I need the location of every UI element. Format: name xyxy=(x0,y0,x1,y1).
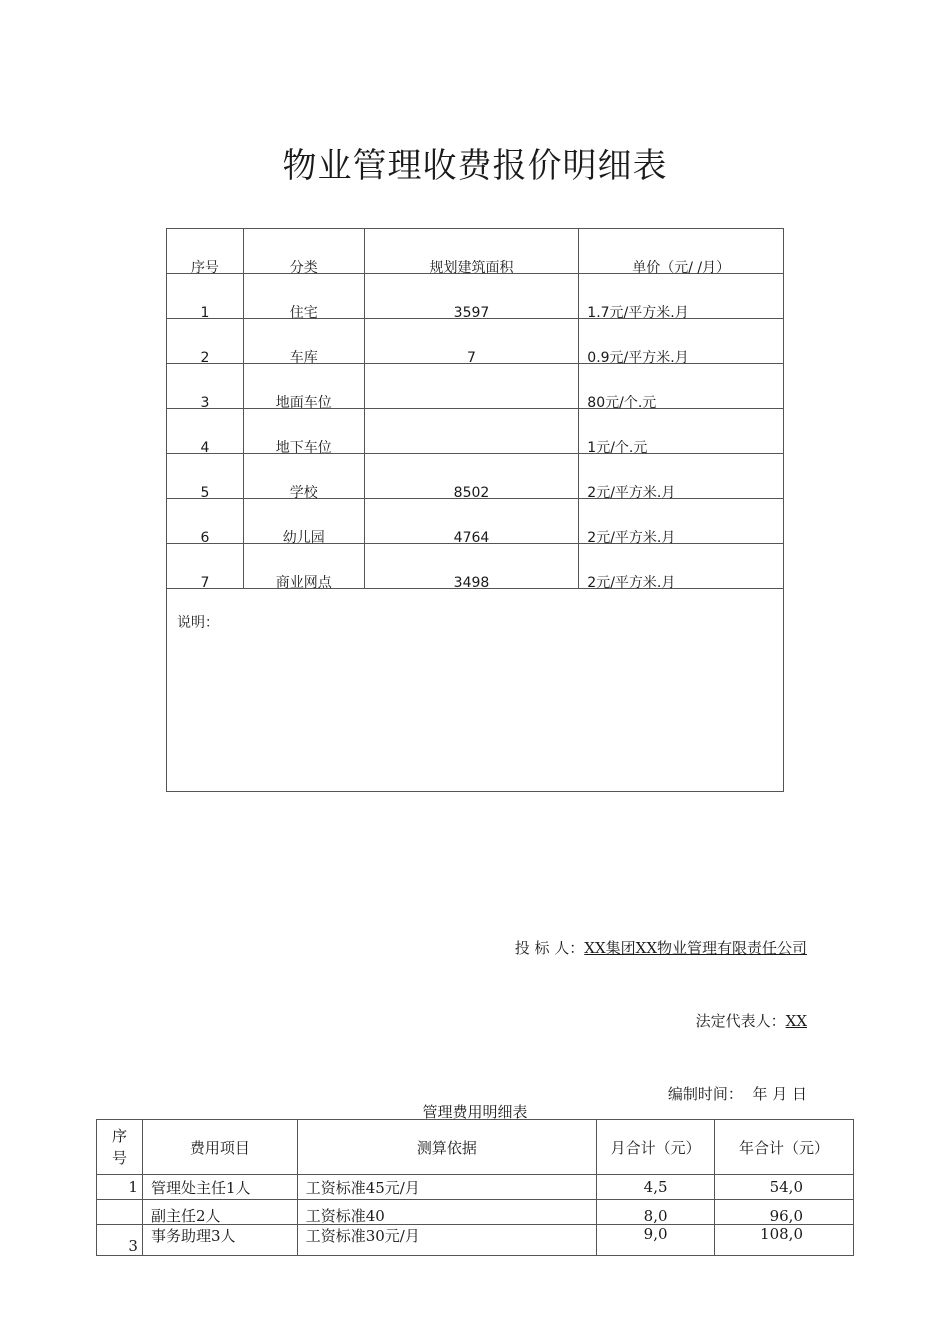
row-category: 地面车位 xyxy=(275,395,332,411)
cell-category xyxy=(243,319,364,364)
bidder-line xyxy=(515,937,807,958)
row-area: 8502 xyxy=(453,485,490,501)
row-no: 6 xyxy=(200,530,210,546)
legal-value: XX xyxy=(785,1012,807,1030)
cell-no xyxy=(167,544,244,589)
header-cell xyxy=(715,1120,854,1175)
cell-no xyxy=(167,499,244,544)
cell-item: 管理处主任1人 xyxy=(142,1175,297,1200)
row-no: 1 xyxy=(200,305,210,321)
cell-yearly: 54,0 xyxy=(715,1175,854,1200)
row-price: 1元/个.元 xyxy=(587,440,648,456)
bidder-value: XX集团XX物业管理有限责任公司 xyxy=(584,939,807,957)
cell-no: 3 xyxy=(97,1225,143,1256)
table-row xyxy=(167,274,784,319)
header-cell xyxy=(167,229,244,274)
header-price: 单价（元/ /月） xyxy=(632,260,731,276)
row-category: 地下车位 xyxy=(275,440,332,456)
cell-price xyxy=(579,274,784,319)
cell-price xyxy=(579,319,784,364)
table-row xyxy=(167,544,784,589)
cell-area xyxy=(364,319,579,364)
cell-category xyxy=(243,409,364,454)
header-cell xyxy=(297,1120,596,1175)
cell-no xyxy=(167,274,244,319)
row-area: 4764 xyxy=(453,530,490,546)
cell-no xyxy=(167,409,244,454)
legal-representative-line xyxy=(696,1010,807,1031)
cost-table-title: 管理费用明细表 xyxy=(422,1103,528,1121)
row-no: 7 xyxy=(200,575,210,591)
row-category: 学校 xyxy=(289,485,318,501)
page-title: 物业管理收费报价明细表 xyxy=(282,146,668,186)
row-no: 4 xyxy=(200,440,210,456)
note-row xyxy=(167,589,784,792)
fee-quote-table xyxy=(166,228,784,792)
header-basis: 测算依据 xyxy=(416,1138,477,1157)
date-value: 年 月 日 xyxy=(752,1085,807,1103)
row-price: 2元/平方米.月 xyxy=(587,530,676,546)
row-price: 2元/平方米.月 xyxy=(587,485,676,501)
cell-no xyxy=(167,454,244,499)
header-item: 费用项目 xyxy=(189,1138,250,1157)
header-cell xyxy=(97,1120,143,1175)
row-area: 7 xyxy=(467,350,476,366)
cell-no xyxy=(167,319,244,364)
table-row xyxy=(167,454,784,499)
header-area: 规划建筑面积 xyxy=(429,260,514,276)
cell-area xyxy=(364,274,579,319)
cell-price xyxy=(579,454,784,499)
row-price: 1.7元/平方米.月 xyxy=(587,305,689,321)
header-yearly: 年合计（元） xyxy=(739,1138,830,1157)
cell-price xyxy=(579,544,784,589)
row-category: 商业网点 xyxy=(275,575,332,591)
header-cell xyxy=(597,1120,715,1175)
cell-area xyxy=(364,499,579,544)
cell-area xyxy=(364,364,579,409)
header-cell xyxy=(142,1120,297,1175)
table-row xyxy=(97,1175,854,1200)
cell-category xyxy=(243,274,364,319)
cell-basis: 工资标准45元/月 xyxy=(297,1175,596,1200)
table-row xyxy=(97,1225,854,1256)
cell-no xyxy=(97,1200,143,1225)
row-price: 2元/平方米.月 xyxy=(587,575,676,591)
date-label: 编制时间： xyxy=(667,1085,743,1103)
header-no: 序 号 xyxy=(111,1127,127,1167)
cell-monthly: 9,0 xyxy=(597,1225,715,1256)
cell-yearly: 108,0 xyxy=(715,1225,854,1256)
row-no: 2 xyxy=(200,350,210,366)
cell-basis: 工资标准30元/月 xyxy=(297,1225,596,1256)
cell-category xyxy=(243,454,364,499)
note-label: 说明： xyxy=(177,615,219,631)
row-category: 住宅 xyxy=(289,305,318,321)
cell-area xyxy=(364,544,579,589)
header-no: 序号 xyxy=(190,260,219,276)
header-cell xyxy=(579,229,784,274)
table-row xyxy=(97,1200,854,1225)
row-area: 3597 xyxy=(453,305,490,321)
header-cell xyxy=(243,229,364,274)
cost-detail-table xyxy=(96,1119,854,1256)
cell-monthly: 4,5 xyxy=(597,1175,715,1200)
cell-item: 副主任2人 xyxy=(142,1200,297,1225)
table-row xyxy=(167,409,784,454)
cell-price xyxy=(579,499,784,544)
bidder-label: 投 标 人： xyxy=(514,939,585,957)
cell-yearly: 96,0 xyxy=(715,1200,854,1225)
row-no: 5 xyxy=(200,485,210,501)
note-cell xyxy=(167,589,784,792)
cell-monthly: 8,0 xyxy=(597,1200,715,1225)
cell-price xyxy=(579,364,784,409)
header-monthly: 月合计（元） xyxy=(610,1138,701,1157)
cell-area xyxy=(364,454,579,499)
row-category: 幼儿园 xyxy=(282,530,325,546)
table-header-row xyxy=(167,229,784,274)
cell-category xyxy=(243,499,364,544)
row-category: 车库 xyxy=(289,350,318,366)
cell-category xyxy=(243,544,364,589)
row-price: 0.9元/平方米.月 xyxy=(587,350,689,366)
cell-category xyxy=(243,364,364,409)
cell-no: 1 xyxy=(97,1175,143,1200)
legal-label: 法定代表人： xyxy=(695,1012,786,1030)
cell-price xyxy=(579,409,784,454)
cell-basis: 工资标准40 xyxy=(297,1200,596,1225)
table-row xyxy=(167,319,784,364)
table-header-row xyxy=(97,1120,854,1175)
cell-area xyxy=(364,409,579,454)
header-cell xyxy=(364,229,579,274)
row-area: 3498 xyxy=(453,575,490,591)
row-price: 80元/个.元 xyxy=(587,395,657,411)
table-row xyxy=(167,499,784,544)
row-no: 3 xyxy=(200,395,210,411)
table-row xyxy=(167,364,784,409)
cell-item: 事务助理3人 xyxy=(142,1225,297,1256)
header-category: 分类 xyxy=(289,260,318,276)
cell-no xyxy=(167,364,244,409)
